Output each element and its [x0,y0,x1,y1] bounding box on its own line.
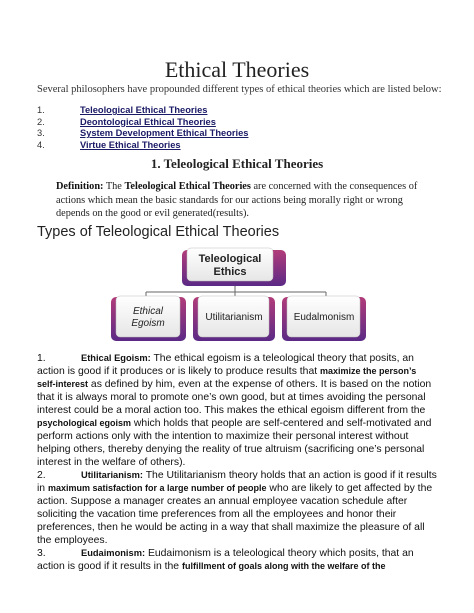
item-emphasis: maximize the person’s self-interest [37,366,417,389]
item-text: who are likely to get affected by the action. Suppose a manager creates an annual employee vacation schedule after soliciting the vacation time preferences from all the employees and honor their preferences, then he would be acting in a way that shall maximize the pleasure of all the employees. [37,483,433,546]
list-item [37,140,437,152]
item-text: Eudaimonism is a teleological theory which posits, that an action is good if it results in the [37,548,414,572]
item-text: The Utilitarianism theory holds that an action is good if it results in [37,470,437,494]
definition-term: Teleological Ethical Theories [124,181,251,192]
node-child1-line2: Egoism [131,318,165,329]
list-number: 3. [37,128,45,138]
definition-pre: The [103,181,125,192]
list-item [37,105,437,117]
node-root-line1: Teleological [198,253,262,265]
definition-label: Definition: [56,181,104,192]
item-text: which holds that people are self-centered and self-motivated and perform actions only with the intention to maximize their personal interest without helping others, thereby denying the reality of true altruism (sacrificing one’s personal interest in the welfare of others). [37,418,432,468]
list-number: 2. [37,116,45,127]
link-teleological[interactable]: Teleological Ethical Theories [80,105,208,115]
item-emphasis: maximum satisfaction for a large number of people [47,483,267,493]
item-emphasis: psychological egoism [37,418,132,428]
node-eudaimonism [282,296,366,341]
hierarchy-diagram [0,244,474,344]
node-child3-label: Eudalmonism [293,312,355,323]
node-child2-label: Utilitarianism [205,312,263,323]
item-text: as defined by him, even at the expense of others. It is based on the notion that it is always moral to promote one’s own good, but at times avoiding the personal interest could be a moral action too. This makes the ethical egoism different from the [37,379,432,416]
item-number: 2. [37,470,46,481]
intro-text: Several philosophers have propounded different types of ethical theories which are listed below: [37,84,442,95]
theory-details [37,352,437,573]
theory-list [37,105,437,151]
link-system-development[interactable]: System Development Ethical Theories [80,128,249,138]
node-teleological-ethics [182,248,286,286]
item-term: Eudaimonism: [81,548,146,558]
link-deontological[interactable]: Deontological Ethical Theories [80,116,216,127]
list-item [37,128,437,140]
list-item-utilitarianism [37,469,437,547]
item-term: Ethical Egoism: [81,353,151,363]
section-heading: 1. Teleological Ethical Theories [150,156,324,171]
item-number: 3. [37,548,46,559]
item-text: The ethical egoism is a teleological theory that posits, an action is good if it produces or is likely to produce results that [37,353,414,377]
node-ethical-egoism [111,296,186,341]
item-number: 1. [37,353,46,364]
list-number: 1. [37,105,45,115]
types-heading: Types of Teleological Ethical Theories [37,224,280,240]
node-root-line2: Ethics [213,266,247,278]
definition-paragraph [56,180,436,221]
item-term: Utilitarianism: [81,470,143,480]
link-virtue[interactable]: Virtue Ethical Theories [80,139,181,150]
node-child1-line1: Ethical [132,306,164,317]
list-item-eudaimonism [37,547,437,573]
list-number: 4. [37,139,45,150]
definition-text: are concerned with the consequences of actions which mean the basic standards for our actions being morally right or wrong depends on the good or evil generated(results). [56,181,418,219]
list-item-ethical-egoism [37,352,437,469]
document-title: Ethical Theories [164,57,310,82]
item-emphasis: fulfillment of goals along with the welfare of the [181,561,386,571]
node-utilitarianism [193,296,275,341]
list-item [37,117,437,129]
